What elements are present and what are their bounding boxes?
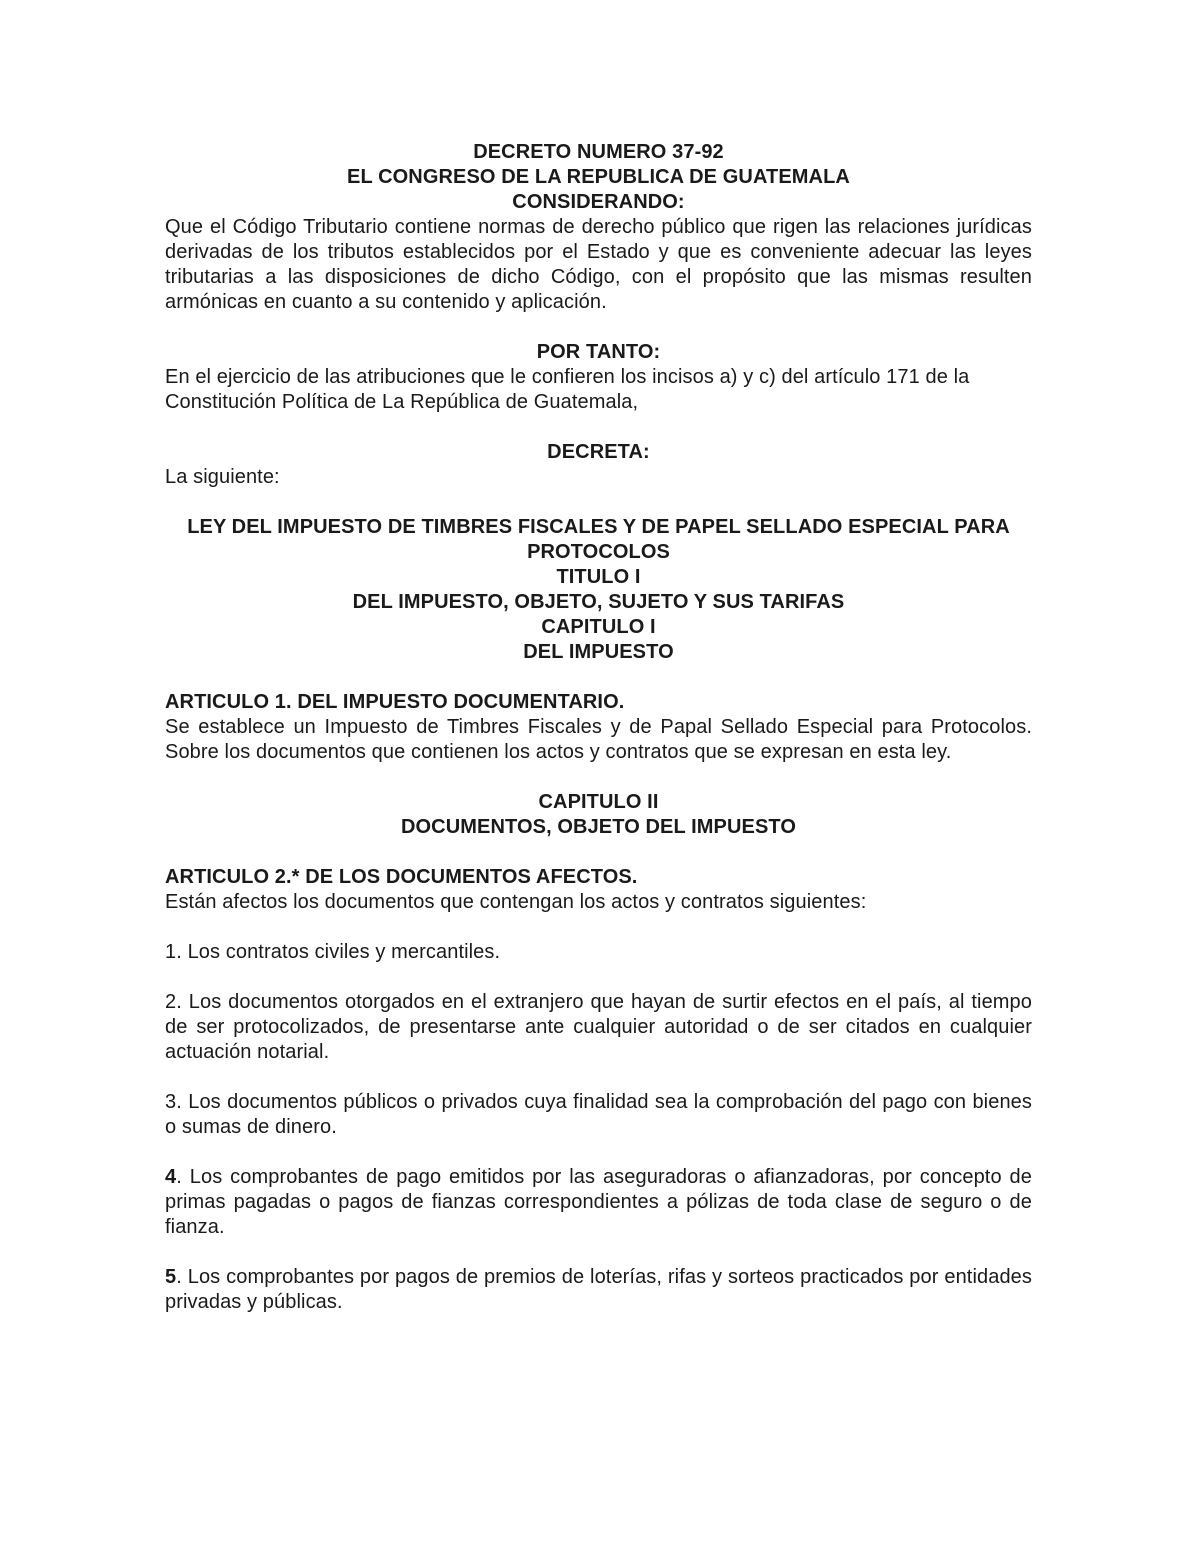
articulo2-heading: ARTICULO 2.* DE LOS DOCUMENTOS AFECTOS.	[165, 866, 638, 888]
list-item-text: Los contratos civiles y mercantiles.	[187, 941, 501, 963]
considerando-paragraph: Que el Código Tributario contiene normas de derecho público que rigen las relaciones jurídicas derivadas de los tributos establecidos por el Estado y que es conveniente adecuar las leyes tributarias a las disposiciones de dicho Código, con el propósito que las mismas resulten armónicas en cuanto a su contenido y aplicación.	[165, 216, 1032, 313]
list-item: 2. Los documentos otorgados en el extranjero que hayan de surtir efectos en el país, al tiempo de ser protocolizados, de presentarse ante cualquier autoridad o de ser citados en cualquier actuación notarial.	[165, 991, 1032, 1063]
congress-title: EL CONGRESO DE LA REPUBLICA DE GUATEMALA	[347, 166, 850, 188]
articulo1-heading: ARTICULO 1. DEL IMPUESTO DOCUMENTARIO.	[165, 691, 625, 713]
document-page	[165, 140, 1032, 1315]
list-item-text: Los comprobantes de pago emitidos por las aseguradoras o afianzadoras, por concepto de primas pagadas o pagos de fianzas correspondientes a pólizas de toda clase de seguro o de fianza.	[165, 1166, 1032, 1238]
por-tanto-heading: POR TANTO:	[536, 341, 661, 363]
list-item-number: 1	[165, 941, 177, 963]
considerando-heading: CONSIDERANDO:	[512, 191, 685, 213]
titulo-name: DEL IMPUESTO, OBJETO, SUJETO Y SUS TARIFAS	[352, 591, 845, 613]
list-item-number: 4	[165, 1166, 177, 1188]
list-item-number: 2	[165, 991, 177, 1013]
capitulo2-name: DOCUMENTOS, OBJETO DEL IMPUESTO	[400, 816, 796, 838]
law-title-line2: PROTOCOLOS	[527, 541, 670, 563]
list-item-text: Los comprobantes por pagos de premios de loterías, rifas y sorteos practicados por entidades privadas y públicas.	[165, 1266, 1032, 1313]
list-item: 3. Los documentos públicos o privados cuya finalidad sea la comprobación del pago con bienes o sumas de dinero.	[165, 1091, 1032, 1138]
list-item: 5. Los comprobantes por pagos de premios de loterías, rifas y sorteos practicados por entidades privadas y públicas.	[165, 1266, 1032, 1313]
articulo1-paragraph: Se establece un Impuesto de Timbres Fiscales y de Papal Sellado Especial para Protocolos. Sobre los documentos que contienen los actos y contratos que se expresan en esta ley.	[165, 716, 1032, 763]
list-item: 1. Los contratos civiles y mercantiles.	[165, 941, 501, 963]
list-item-text: Los documentos otorgados en el extranjero que hayan de surtir efectos en el país, al tiempo de ser protocolizados, de presentarse ante cualquier autoridad o de ser citados en cualquier actuación notarial.	[165, 991, 1032, 1063]
list-item-number: 3	[165, 1091, 177, 1113]
law-title-line1: LEY DEL IMPUESTO DE TIMBRES FISCALES Y DE PAPEL SELLADO ESPECIAL PARA	[187, 516, 1010, 538]
capitulo1-name: DEL IMPUESTO	[523, 641, 674, 663]
por-tanto-paragraph: En el ejercicio de las atribuciones que le confieren los incisos a) y c) del artículo 171 de la Constitución Política de La República de Guatemala,	[165, 366, 970, 413]
capitulo1-heading: CAPITULO I	[541, 616, 656, 638]
list-item: 4. Los comprobantes de pago emitidos por las aseguradoras o afianzadoras, por concepto de primas pagadas o pagos de fianzas correspondientes a pólizas de toda clase de seguro o de fianza.	[165, 1166, 1032, 1238]
list-item-text: Los documentos públicos o privados cuya finalidad sea la comprobación del pago con bienes o sumas de dinero.	[165, 1091, 1032, 1138]
decree-number: DECRETO NUMERO 37-92	[473, 141, 724, 163]
list-item-number: 5	[165, 1266, 177, 1288]
capitulo2-heading: CAPITULO II	[538, 791, 659, 813]
decreta-paragraph: La siguiente:	[165, 466, 280, 488]
decreta-heading: DECRETA:	[547, 441, 650, 463]
titulo-heading: TITULO I	[556, 566, 641, 588]
articulo2-intro: Están afectos los documentos que contengan los actos y contratos siguientes:	[165, 891, 867, 913]
